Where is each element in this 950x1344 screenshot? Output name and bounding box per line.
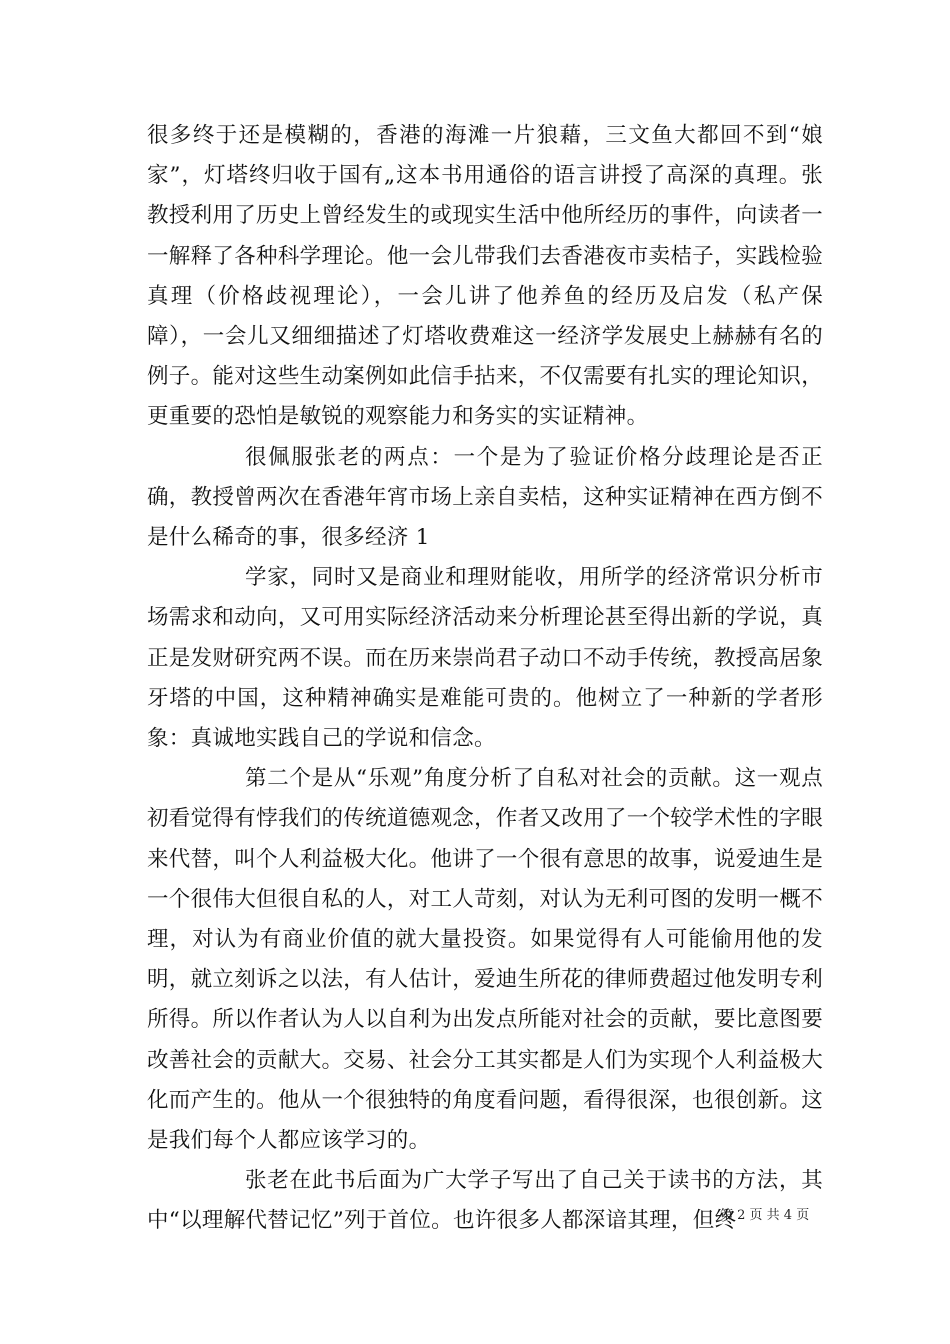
paragraph-5: 张老在此书后面为广大学子写出了自己关于读书的方法，其中“以理解代替记忆”列于首位。也许很多人都深谙其理，但终	[147, 1168, 823, 1234]
paragraph-3: 学家，同时又是商业和理财能收，用所学的经济常识分析市场需求和动向，又可用实际经济活动来分析理论甚至得出新的学说，真正是发财研究两不误。而在历来崇尚君子动口不动手传统，教授高居象牙塔的中国，这种精神确实是难能可贵的。他树立了一种新的学者形象：真诚地实践自己的学说和信念。	[147, 565, 823, 752]
paragraph-1: 很多终于还是模糊的，香港的海滩一片狼藉，三文鱼大都回不到“娘家”，灯塔终归收于国有„这本书用通俗的语言讲授了高深的真理。张教授利用了历史上曾经发生的或现实生活中他所经历的事件，向读者一一解释了各种科学理论。他一会儿带我们去香港夜市卖桔子，实践检验真理（价格歧视理论），一会儿讲了他养鱼的经历及启发（私产保障），一会儿又细细描述了灯塔收费难这一经济学发展史上赫赫有名的例子。能对这些生动案例如此信手拈来，不仅需要有扎实的理论知识，更重要的恐怕是敏锐的观察能力和务实的实证精神。	[147, 123, 823, 430]
page-number-footer: 第 2 页 共 4 页	[720, 1208, 810, 1223]
paragraph-4: 第二个是从“乐观”角度分析了自私对社会的贡献。这一观点初看觉得有悖我们的传统道德观念，作者又改用了一个较学术性的字眼来代替，叫个人利益极大化。他讲了一个很有意思的故事，说爱迪生是一个很伟大但很自私的人，对工人苛刻，对认为无利可图的发明一概不理，对认为有商业价值的就大量投资。如果觉得有人可能偷用他的发明，就立刻诉之以法，有人估计，爱迪生所花的律师费超过他发明专利所得。所以作者认为人以自利为出发点所能对社会的贡献，要比意图要改善社会的贡献大。交易、社会分工其实都是人们为实现个人利益极大化而产生的。他从一个很独特的角度看问题，看得很深，也很创新。这是我们每个人都应该学习的。	[147, 766, 823, 1154]
body-text	[147, 116, 823, 1242]
paragraph-2: 很佩服张老的两点：一个是为了验证价格分歧理论是否正确，教授曾两次在香港年宵市场上亲自卖桔，这种实证精神在西方倒不是什么稀奇的事，很多经济 1	[147, 444, 823, 551]
